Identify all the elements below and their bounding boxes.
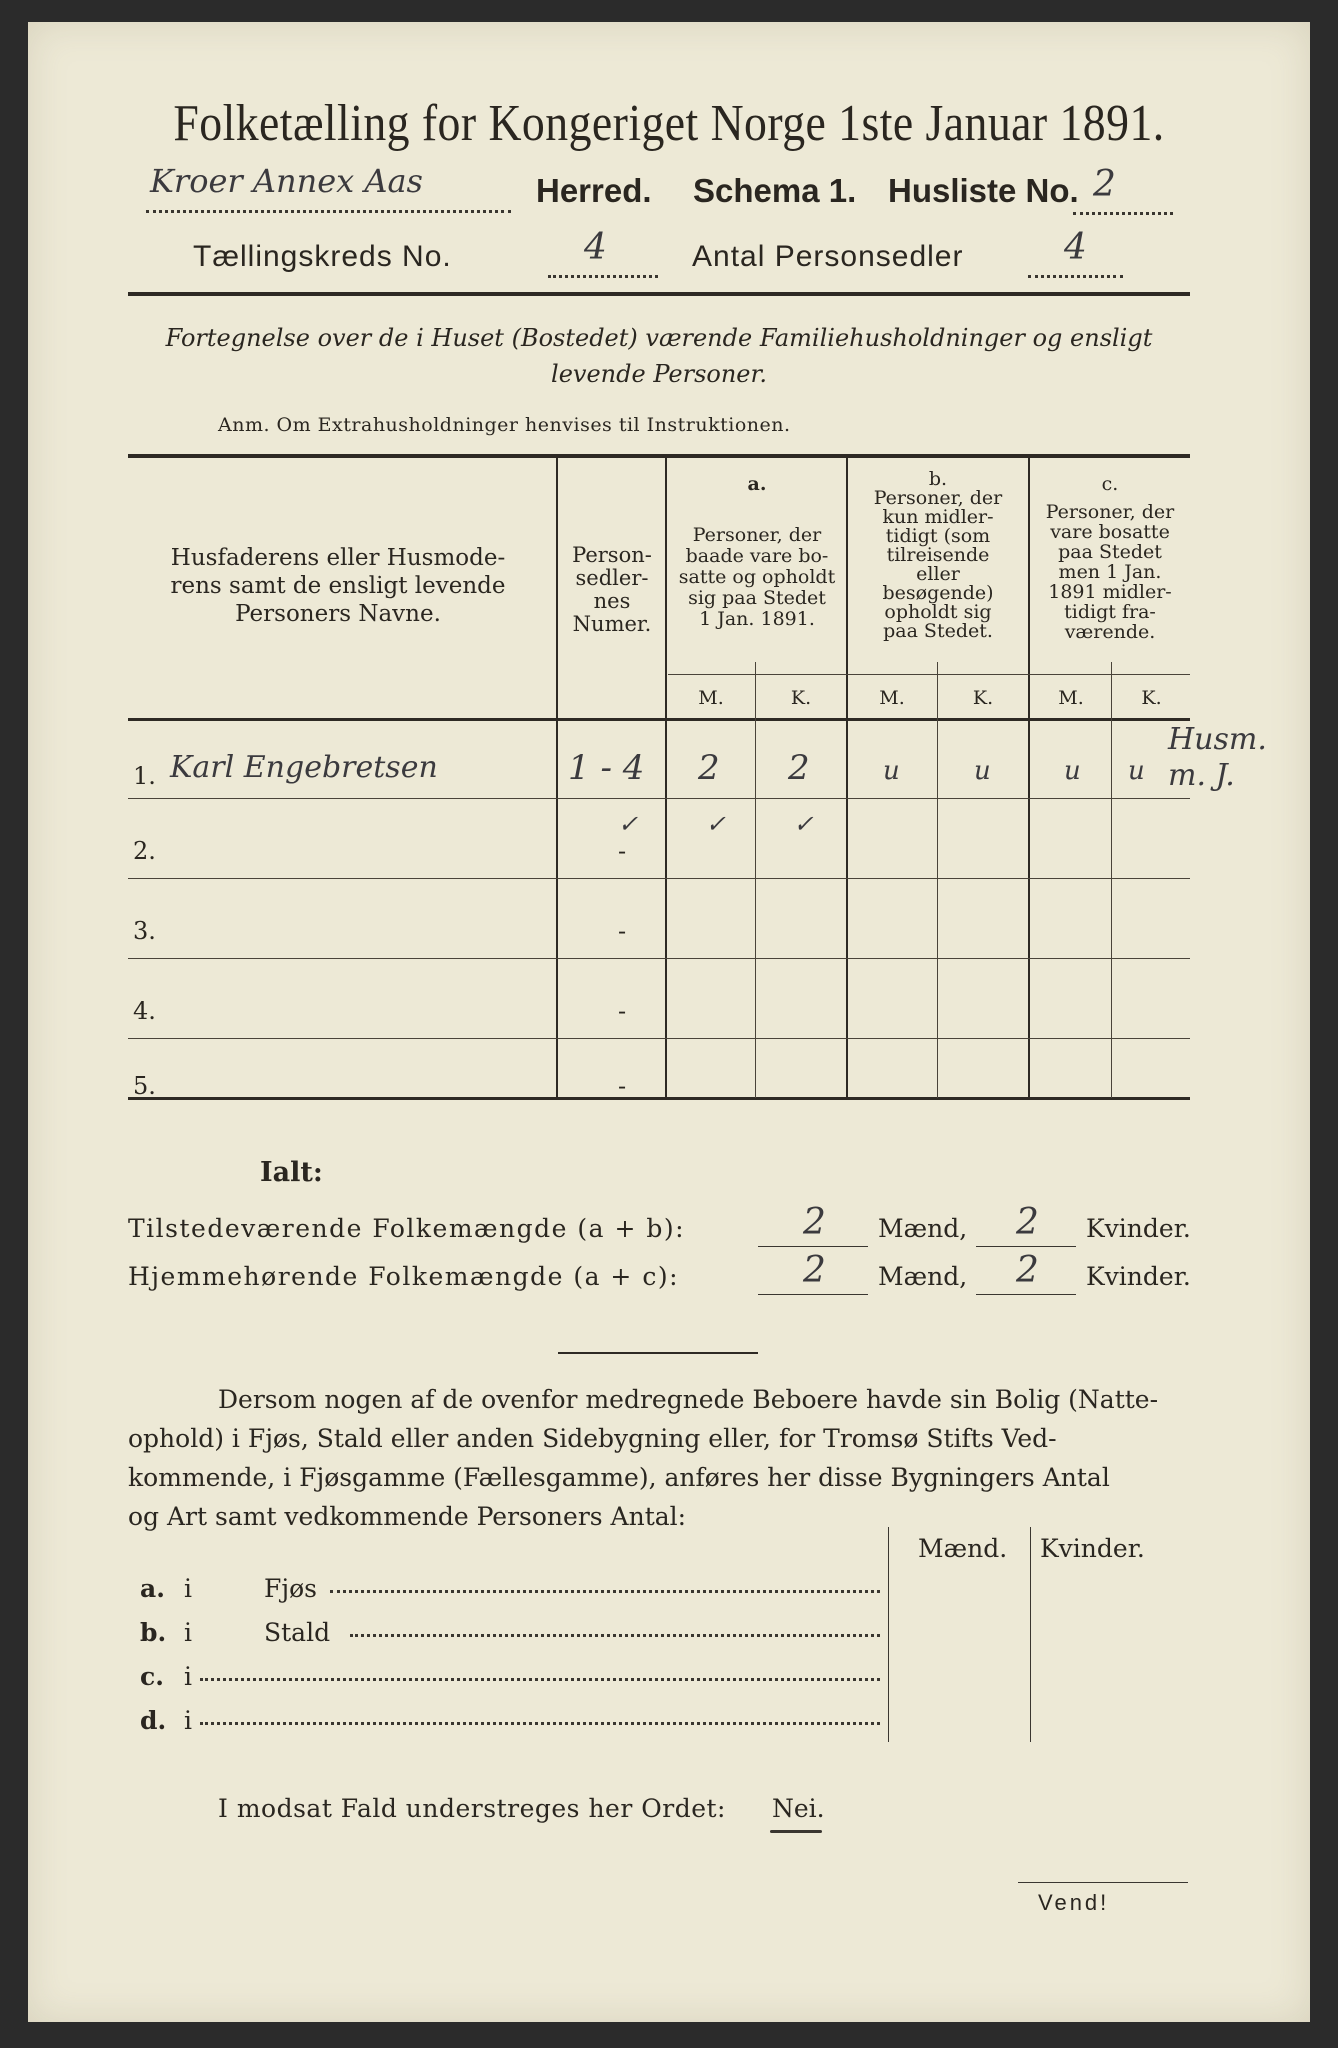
row-1-name: Karl Engebretsen bbox=[170, 750, 438, 785]
building-row-b bbox=[140, 1618, 882, 1647]
row-1-a-m: 2 bbox=[698, 748, 720, 788]
row-2-sedler: - bbox=[618, 837, 627, 865]
row-1-c-k: u bbox=[1128, 756, 1145, 786]
row-4-number: 4. bbox=[133, 997, 156, 1025]
row-3-number: 3. bbox=[133, 917, 156, 945]
vline-1 bbox=[556, 458, 558, 1098]
vline-4 bbox=[1028, 458, 1030, 1098]
building-a-letter: a. bbox=[140, 1574, 165, 1603]
vline-2 bbox=[665, 458, 667, 1098]
row-1-sedler: 1 - 4 bbox=[568, 748, 645, 788]
row-4-sedler: - bbox=[618, 997, 627, 1025]
nei-word: Nei. bbox=[772, 1794, 825, 1823]
col-num-header: Person- sedler- nes Numer. bbox=[572, 543, 652, 636]
building-a-name: Fjøs bbox=[264, 1574, 317, 1603]
building-b-prep: i bbox=[184, 1618, 192, 1647]
hjemme-m-value: 2 bbox=[803, 1250, 826, 1291]
row-5-number: 5. bbox=[133, 1072, 156, 1100]
schema-label: Schema 1. bbox=[693, 172, 857, 209]
row-5-sedler: - bbox=[618, 1072, 627, 1100]
building-b-letter: b. bbox=[140, 1618, 167, 1647]
tilstede-k-value: 2 bbox=[1016, 1202, 1039, 1243]
row-1-line bbox=[128, 798, 1190, 799]
tilstede-kvinder: Kvinder. bbox=[1086, 1214, 1191, 1243]
section-divider bbox=[558, 1352, 758, 1354]
building-a-prep: i bbox=[184, 1574, 192, 1603]
hjemme-kvinder: Kvinder. bbox=[1086, 1262, 1191, 1291]
intro-line-2: levende Personer. bbox=[551, 360, 767, 388]
row-4-line bbox=[128, 1038, 1190, 1039]
kreds-label: Tællingskreds No. bbox=[193, 240, 452, 273]
hjemme-k-value: 2 bbox=[1016, 1250, 1039, 1291]
husliste-value: 2 bbox=[1093, 164, 1116, 205]
mk-b-m: M. bbox=[879, 687, 905, 709]
form-title: Folketælling for Kongeriget Norge 1ste Januar 1891. bbox=[173, 95, 1165, 152]
row-1-b-m: u bbox=[883, 756, 900, 786]
building-row-a bbox=[140, 1574, 882, 1603]
kreds-value: 4 bbox=[584, 227, 607, 268]
husliste-label: Husliste No. bbox=[888, 172, 1079, 209]
mk-a-k: K. bbox=[790, 687, 812, 709]
hjemme-m-field bbox=[758, 1250, 868, 1295]
buildings-paragraph: Dersom nogen af de ovenfor medregnede Beboere havde sin Bolig (Natte- ophold) i Fjøs, Stald eller anden Sidebygning eller, for Tromsø Stifts Ved- kommende, i Fjøsgamme (Fællesgamme), anføres her disse Bygningers Antal og Art samt vedkommende Personers Antal: bbox=[128, 1385, 1159, 1531]
buildings-col-kvinder: Kvinder. bbox=[1040, 1534, 1145, 1563]
row-3-line bbox=[128, 958, 1190, 959]
vline-b-mid bbox=[937, 662, 938, 1098]
herred-field bbox=[146, 162, 511, 213]
mk-top-rule bbox=[668, 674, 1190, 675]
table-bottom-rule bbox=[128, 1097, 1190, 1100]
buildings-col-maend: Mænd. bbox=[918, 1534, 1008, 1563]
col-c-header: c. Personer, der vare bosatte paa Stedet men 1 Jan. 1891 midler- tidigt fra- værende. bbox=[1045, 473, 1175, 643]
col-b-header: b. Personer, der kun midler- tidigt (som tilreisende eller besøgende) opholdt sig paa Stedet. bbox=[873, 468, 1003, 642]
table-top-rule bbox=[128, 454, 1190, 458]
row-2-line bbox=[128, 878, 1190, 879]
herred-value: Kroer Annex Aas bbox=[150, 162, 423, 200]
kreds-field bbox=[548, 227, 658, 278]
personsedler-label: Antal Personsedler bbox=[692, 240, 964, 273]
building-row-d bbox=[140, 1706, 882, 1735]
col-a-header: a. Personer, der baade vare bo- satte og opholdt sig paa Stedet 1 Jan. 1891. bbox=[678, 473, 836, 630]
mk-c-k: K. bbox=[1141, 687, 1162, 709]
vend-rule bbox=[1018, 1882, 1188, 1883]
vend-text: Vend! bbox=[1038, 1890, 1110, 1915]
intro-line-1: Fortegnelse over de i Huset (Bostedet) værende Familiehusholdninger og ensligt bbox=[165, 324, 1153, 352]
row-2-number: 2. bbox=[133, 837, 156, 865]
mk-a-m: M. bbox=[698, 687, 724, 709]
vline-a-mid bbox=[755, 662, 756, 1098]
building-c-letter: c. bbox=[140, 1662, 164, 1691]
tilstede-label: Tilstedeværende Folkemængde (a + b): bbox=[128, 1214, 686, 1243]
herred-label: Herred. bbox=[536, 172, 652, 209]
hjemme-label: Hjemmehørende Folkemængde (a + c): bbox=[128, 1262, 679, 1291]
building-d-dots bbox=[200, 1722, 880, 1725]
header-rule bbox=[128, 292, 1190, 296]
building-c-dots bbox=[200, 1678, 880, 1681]
tilstede-maend: Mænd, bbox=[878, 1214, 968, 1243]
census-form-page bbox=[28, 22, 1310, 2022]
nei-underline bbox=[770, 1830, 822, 1833]
building-d-letter: d. bbox=[140, 1706, 167, 1735]
modsat-text: I modsat Fald understreges her Ordet: bbox=[218, 1794, 726, 1823]
personsedler-value: 4 bbox=[1064, 227, 1087, 268]
hjemme-maend: Mænd, bbox=[878, 1262, 968, 1291]
building-row-c bbox=[140, 1662, 882, 1691]
building-c-prep: i bbox=[184, 1662, 192, 1691]
tilstede-k-field bbox=[976, 1202, 1076, 1247]
intro-text bbox=[128, 320, 1190, 392]
row-3-sedler: - bbox=[618, 917, 627, 945]
building-a-dots bbox=[330, 1590, 880, 1593]
personsedler-field bbox=[1028, 227, 1123, 278]
table-header-rule bbox=[128, 718, 1190, 721]
ialt-label: Ialt: bbox=[260, 1157, 323, 1188]
row-1-a-k: 2 bbox=[788, 748, 810, 788]
row-1-note: Husm. m. J. bbox=[1168, 722, 1267, 793]
mk-c-m: M. bbox=[1058, 687, 1084, 709]
husliste-field bbox=[1073, 164, 1173, 215]
building-d-prep: i bbox=[184, 1706, 192, 1735]
anm-note: Anm. Om Extrahusholdninger henvises til Instruktionen. bbox=[218, 414, 791, 436]
row-1-number: 1. bbox=[133, 762, 156, 790]
tilstede-m-field bbox=[758, 1202, 868, 1247]
col-name-header: Husfaderens eller Husmode- rens samt de ensligt levende Personers Navne. bbox=[170, 545, 506, 627]
hjemme-k-field bbox=[976, 1250, 1076, 1295]
mk-b-k: K. bbox=[972, 687, 994, 709]
tilstede-m-value: 2 bbox=[803, 1202, 826, 1243]
building-b-dots bbox=[350, 1634, 880, 1637]
buildings-col-divider-1 bbox=[888, 1527, 889, 1742]
building-b-name: Stald bbox=[264, 1618, 331, 1647]
vline-c-mid bbox=[1111, 662, 1112, 1098]
row-1-b-k: u bbox=[974, 756, 991, 786]
row-1-checkmarks: ✓ ✓ ✓ bbox=[618, 810, 814, 838]
row-1-c-m: u bbox=[1064, 756, 1081, 786]
buildings-col-divider-2 bbox=[1030, 1527, 1031, 1742]
